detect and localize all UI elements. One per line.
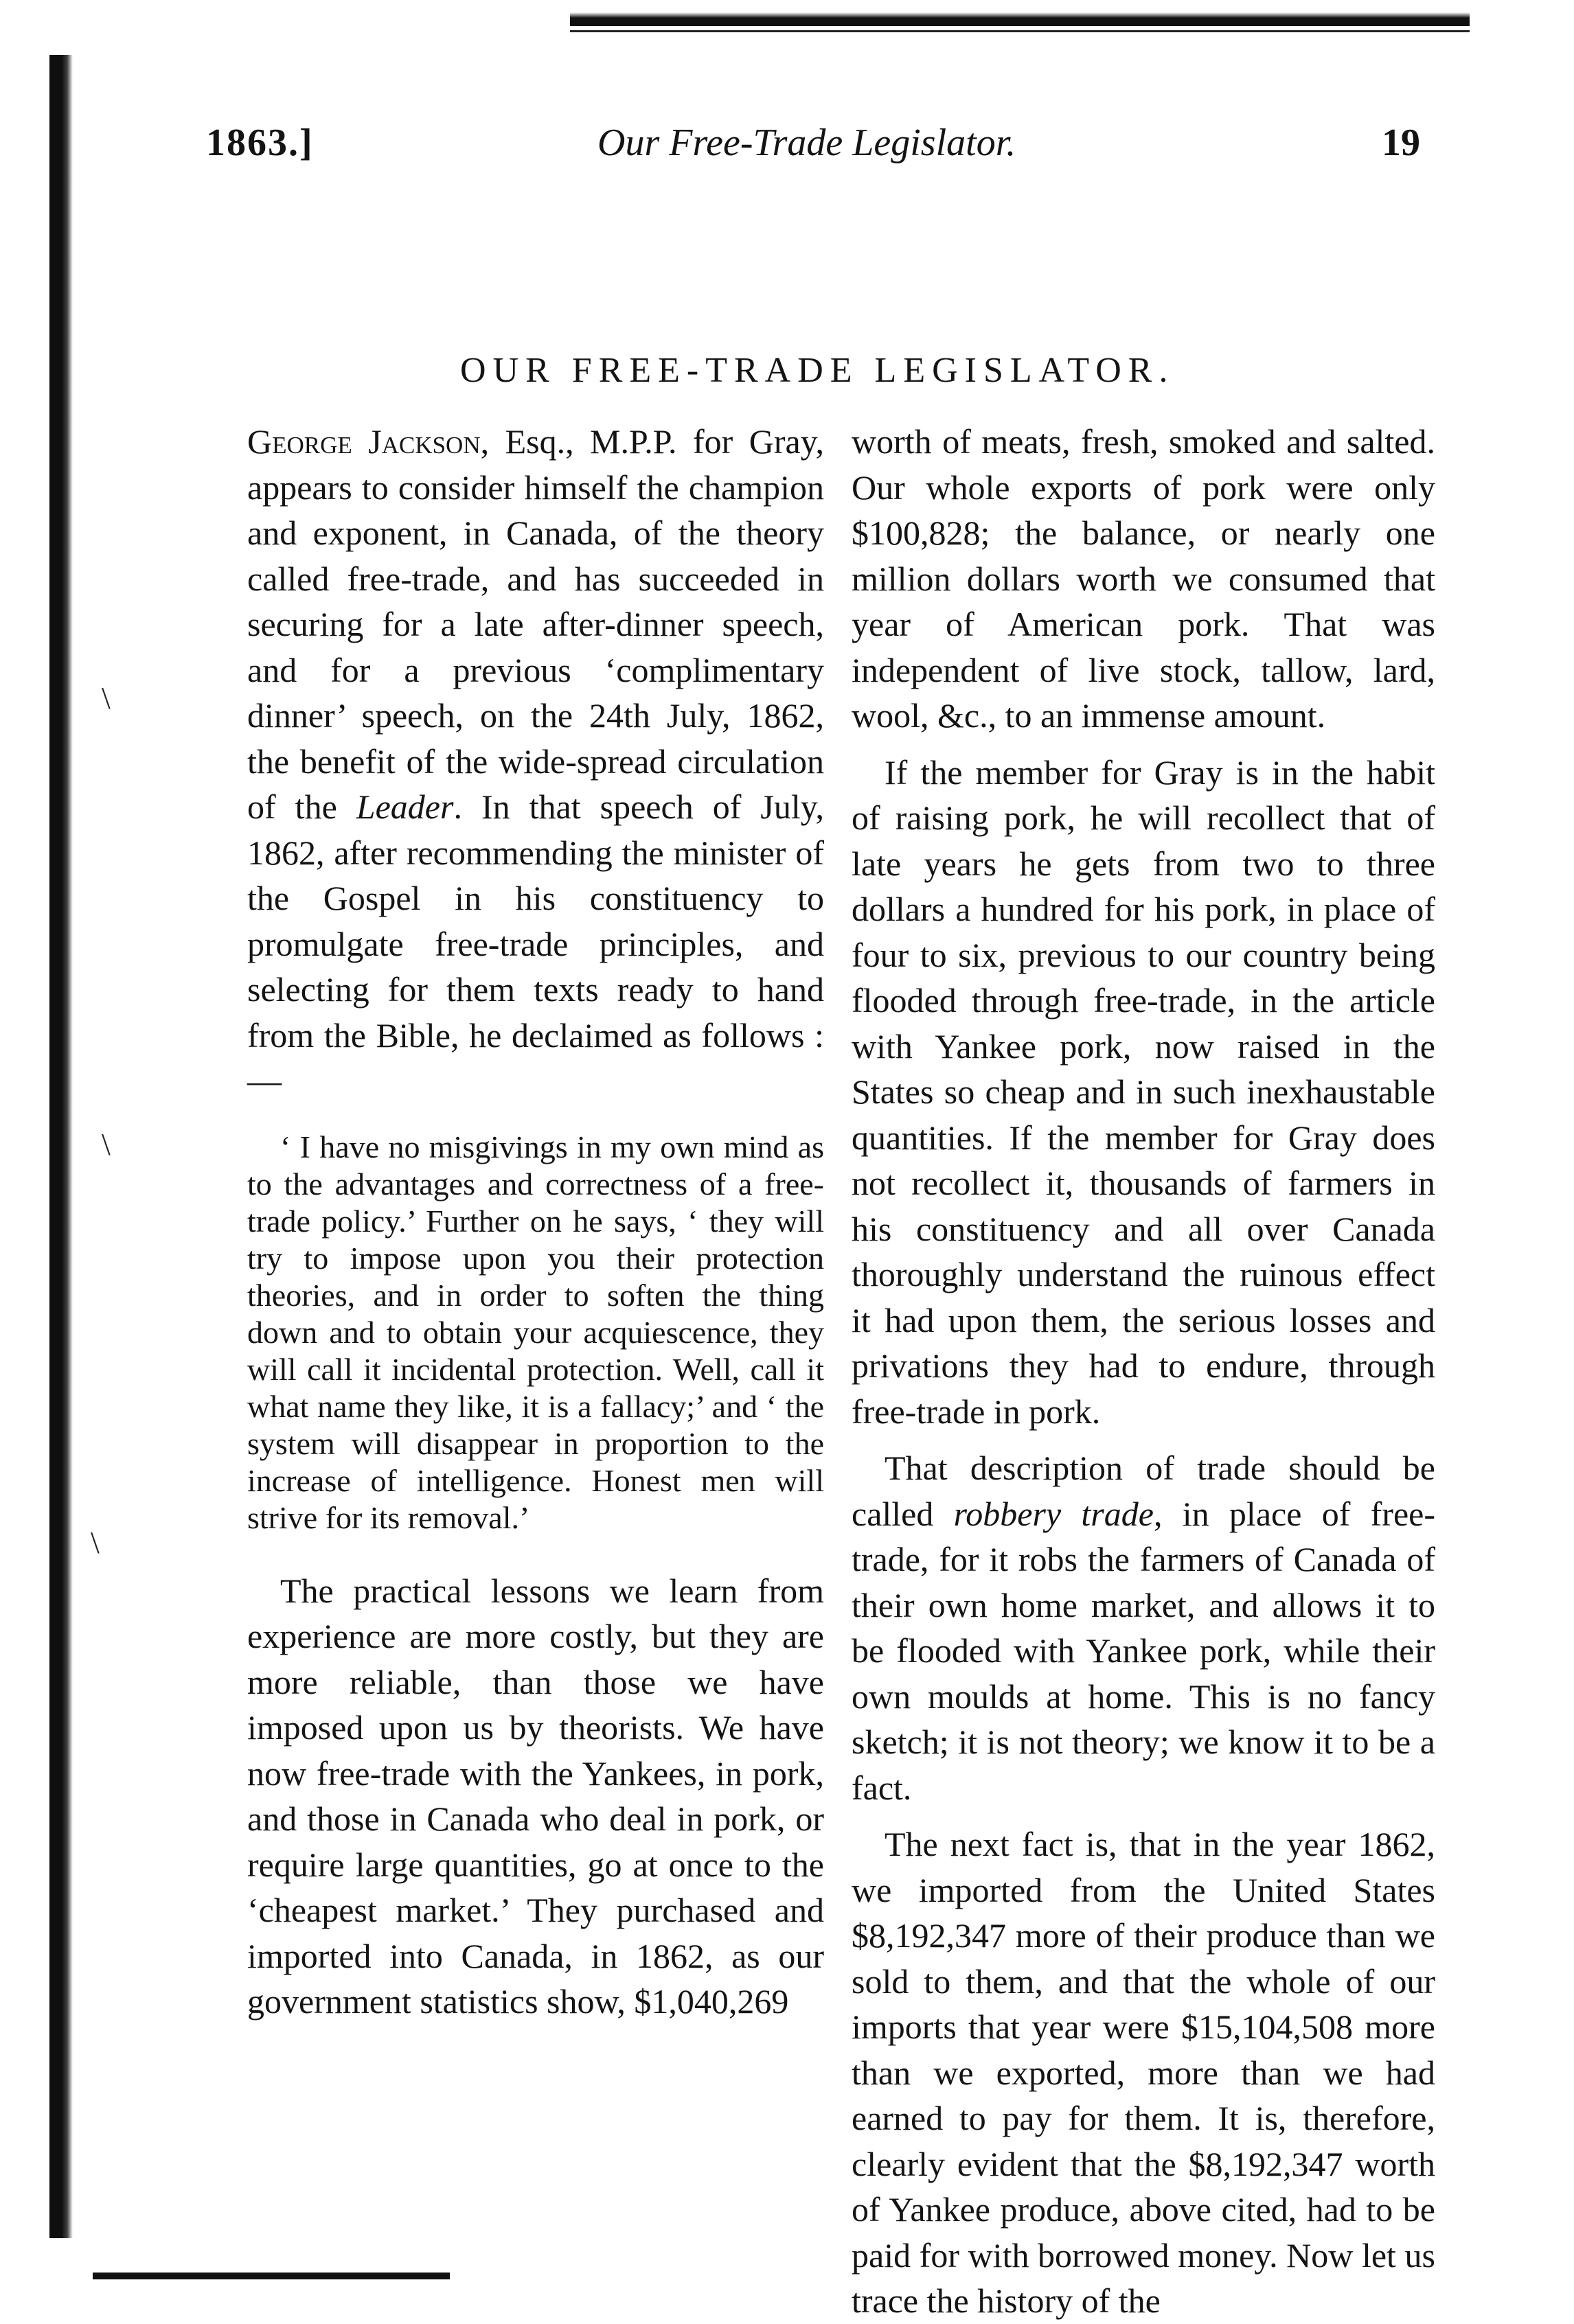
running-head-year: 1863.] xyxy=(206,122,314,164)
paragraph-text: . In that speech of July, 1862, after recommending the minister of the Gospel in his constituency to promulgate free-trade principles, and selecting for them texts ready to hand from the Bible, he declaimed as follows :— xyxy=(247,787,825,1100)
left-column xyxy=(247,419,824,2025)
paragraph: The next fact is, that in the year 1862, we imported from the United States $8,192,347 more of their produce than we sold to them, and that the whole of our imports that year were $15,104,508 more than we exported, more than we had earned to pay for them. It is, therefore, clearly evident that the $8,192,347 worth of Yankee produce, above cited, had to be paid for with borrowed money. Now let us trace the history of the xyxy=(852,1825,1435,2320)
running-head xyxy=(0,121,1574,183)
left-binding-edge xyxy=(49,55,73,2238)
top-border-rule xyxy=(570,5,1470,26)
margin-mark: \ xyxy=(102,680,111,715)
paragraph: The practical lessons we learn from experience are more costly, but they are more reliable, than those we have imposed upon us by theorists. We have now free-trade with the Yankees, in pork, and those in Canada who deal in pork, or require large quantities, go at once to the ‘cheapest market.’ They purchased and imported into Canada, in 1862, as our government statistics show, $1,040,269 xyxy=(247,1571,824,2021)
paragraph xyxy=(247,419,824,1104)
right-column xyxy=(852,419,1435,2324)
page-number: 19 xyxy=(1382,122,1420,164)
paragraph: If the member for Gray is in the habit of raising pork, he will recollect that of late years he gets from two to three dollars a hundred for his pork, in place of four to six, previous to our country being flooded through free-trade, in the article with Yankee pork, now raised in the States so cheap and in such inexhaustable quantities. If the member for Gray does not recollect it, thousands of farmers in his constituency and all over Canada thoroughly understand the ruinous effect it had upon them, the serious losses and privations they had to endure, through free-trade in pork. xyxy=(852,752,1435,1431)
paragraph: worth of meats, fresh, smoked and salted. Our whole exports of pork were only $100,828; the balance, or nearly one million dollars worth we consumed that year of American pork. That was independent of live stock, tallow, lard, wool, &c., to an immense amount. xyxy=(852,422,1435,735)
emphasis-text: robbery trade xyxy=(953,1494,1154,1533)
margin-mark: \ xyxy=(91,1525,100,1560)
bottom-binding-edge xyxy=(93,2273,450,2279)
margin-mark: \ xyxy=(102,1127,111,1162)
paragraph-text: That description of trade should be called xyxy=(852,1449,1435,1533)
top-border-thin-rule xyxy=(570,30,1470,32)
block-quote: ‘ I have no misgivings in my own mind as to the advantages and correctness of a free-trade policy.’ Further on he says, ‘ they will try to impose upon you their protection theories, and in order to soften the thing down and to obtain your acquiescence, they will call it incidental protection. Well, call it what name they like, it is a fallacy;’ and ‘ the system will disappear in proportion to the increase of intelligence. Honest men will strive for its removal.’ xyxy=(247,1129,824,1535)
running-head-title: Our Free-Trade Legislator. xyxy=(597,122,1016,164)
article-title: OUR FREE-TRADE LEGISLATOR. xyxy=(460,351,1175,390)
newspaper-name: Leader xyxy=(356,787,454,826)
paragraph xyxy=(852,1445,1435,1810)
author-name: George Jackson xyxy=(247,422,481,461)
paragraph-text: , Esq., M.P.P. for Gray, appears to consider himself the champion and exponent, in Canada, of the theory called free-trade, and has succeeded in securing for a late after-dinner speech, and for a previous ‘complimentary dinner’ speech, on the 24th July, 1862, the benefit of the wide-spread circulation of the xyxy=(247,422,824,826)
paragraph-text: , in place of free-trade, for it robs the farmers of Canada of their own home market, and allows it to be flooded with Yankee pork, while their own moulds at home. This is no fancy sketch; it is not theory; we know it to be a fact. xyxy=(852,1494,1435,1807)
